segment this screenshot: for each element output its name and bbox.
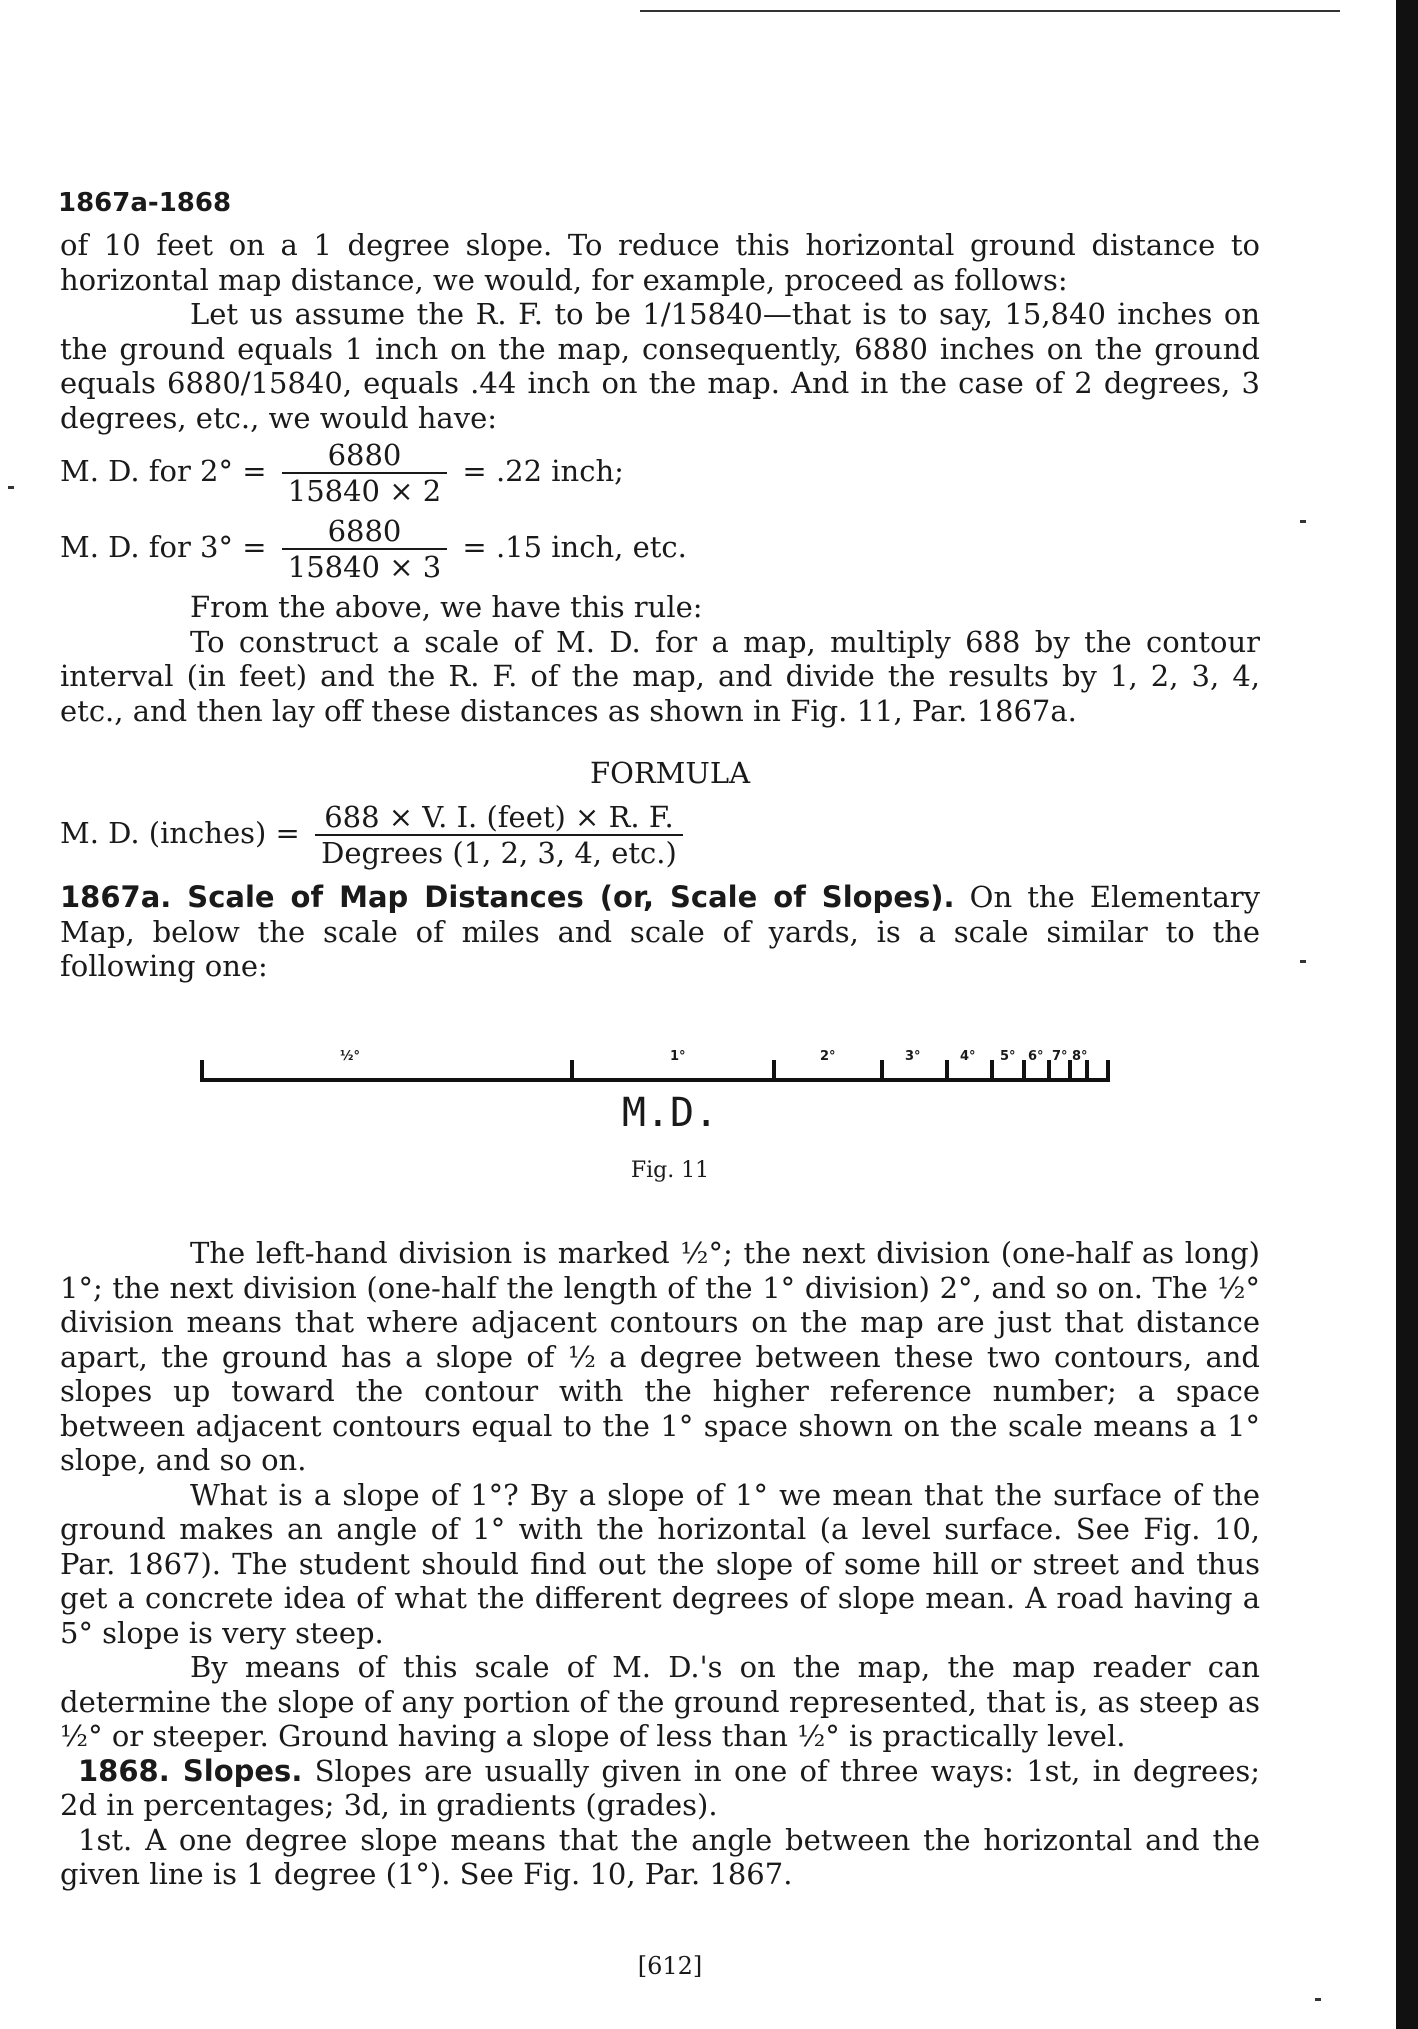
equation-3-degrees <box>60 514 687 584</box>
eq2-fraction <box>282 514 447 584</box>
margin-mark <box>8 486 14 489</box>
top-rule <box>640 10 1340 12</box>
section-1868-label: 1868. Slopes. <box>78 1753 303 1788</box>
scale-label-5: 5° <box>1000 1049 1016 1064</box>
figure-caption: Fig. 11 <box>630 1158 710 1183</box>
scale-tick <box>772 1060 776 1082</box>
formula-lhs: M. D. (inches) = <box>60 816 300 850</box>
eq2-lhs: M. D. for 3° = <box>60 530 267 564</box>
eq2-numerator: 6880 <box>327 514 402 548</box>
body-paragraph-2: What is a slope of 1°? By a slope of 1° we mean that the surface of the ground makes an angle of 1° with the horizontal (a level surface. See Fig. 10, Par. 1867). The student should find out the slope of some hill or street and thus get a concrete idea of what the different degrees of slope mean. A road having a 5° slope is very steep. <box>60 1477 1260 1650</box>
section-1868-text: Slopes are usually given in one of three ways: 1st, in degrees; 2d in percentages; 3d, in gradients (grades). <box>60 1753 1261 1822</box>
margin-mark <box>1300 520 1306 523</box>
scale-label-8: 8° <box>1072 1049 1088 1064</box>
margin-mark <box>1315 1998 1321 2001</box>
intro-text <box>60 228 1260 435</box>
scale-label-2: 2° <box>820 1049 836 1064</box>
intro-paragraph-2: Let us assume the R. F. to be 1/15840—that is to say, 15,840 inches on the ground equals 1 inch on the map, consequently, 6880 inches on the ground equals 6880/15840, equals .44 inch on the map. And in the case of 2 degrees, 3 degrees, etc., we would have: <box>60 297 1260 435</box>
scale-tick <box>945 1060 949 1082</box>
rule-text <box>60 590 1260 728</box>
scale-label-3: 3° <box>905 1049 921 1064</box>
eq1-numerator: 6880 <box>327 438 402 472</box>
scale-baseline <box>200 1078 1110 1082</box>
md-formula <box>60 800 689 870</box>
section-1867a-label: 1867a. Scale of Map Distances (or, Scale of Slopes). <box>60 880 955 914</box>
margin-mark <box>1300 960 1306 963</box>
rule-intro: From the above, we have this rule: <box>190 590 703 624</box>
section-1867a-text: On the Elementary Map, below the scale of miles and scale of yards, is a scale similar to the following one: <box>60 880 1261 983</box>
eq1-rhs: = .22 inch; <box>462 454 624 488</box>
body-paragraph-1: The left-hand division is marked ½°; the next division (one-half as long) 1°; the next division (one-half the length of the 1° division) 2°, and so on. The ½° division means that where adjacent contours on the map are just that distance apart, the ground has a slope of ½ a degree between these two contours, and slopes up toward the contour with the higher reference number; a space between adjacent contours equal to the 1° space shown on the scale means a 1° slope, and so on. <box>60 1236 1260 1477</box>
md-scale-title: M.D. <box>621 1090 719 1136</box>
section-1867a <box>60 880 1260 984</box>
scale-label-4: 4° <box>960 1049 976 1064</box>
scale-tick <box>1047 1060 1051 1082</box>
scale-label-1: 1° <box>670 1049 686 1064</box>
formula-denominator: Degrees (1, 2, 3, 4, etc.) <box>315 834 683 870</box>
intro-paragraph-1: of 10 feet on a 1 degree slope. To reduce this horizontal ground distance to horizontal map distance, we would, for example, proceed as follows: <box>60 228 1260 297</box>
first-method-text: A one degree slope means that the angle between the horizontal and the given line is 1 degree (1°). See Fig. 10, Par. 1867. <box>60 1822 1261 1891</box>
scale-tick <box>1022 1060 1026 1082</box>
binding-edge <box>1396 0 1418 2029</box>
body-paragraph-3: By means of this scale of M. D.'s on the map, the map reader can determine the slope of any portion of the ground represented, that is, as steep as ½° or steeper. Ground having a slope of less than ½° is practically level. <box>60 1650 1260 1753</box>
rule-paragraph: To construct a scale of M. D. for a map, multiply 688 by the contour interval (in feet) and the R. F. of the map, and divide the results by 1, 2, 3, 4, etc., and then lay off these distances as shown in Fig. 11, Par. 1867a. <box>60 624 1260 728</box>
formula-numerator: 688 × V. I. (feet) × R. F. <box>324 800 674 834</box>
scale-tick <box>990 1060 994 1082</box>
scale-label-7: 7° <box>1052 1049 1068 1064</box>
body-text <box>60 1236 1260 1892</box>
scale-tick <box>200 1060 204 1082</box>
scale-tick <box>880 1060 884 1082</box>
scale-tick <box>570 1060 574 1082</box>
scale-label-6: 6° <box>1028 1049 1044 1064</box>
scale-tick <box>1106 1060 1110 1082</box>
eq1-lhs: M. D. for 2° = <box>60 454 267 488</box>
page-range-header: 1867a-1868 <box>58 188 232 218</box>
first-method-label: 1st. <box>78 1822 133 1857</box>
page-number: [612] <box>637 1952 703 1980</box>
formula-fraction <box>315 800 683 870</box>
eq2-rhs: = .15 inch, etc. <box>462 530 687 564</box>
equation-2-degrees <box>60 438 624 508</box>
formula-title: FORMULA <box>589 756 751 790</box>
scale-label-half: ½° <box>340 1049 360 1064</box>
eq2-denominator: 15840 × 3 <box>282 548 447 584</box>
eq1-fraction <box>282 438 447 508</box>
eq1-denominator: 15840 × 2 <box>282 472 447 508</box>
md-scale-figure <box>200 1040 1110 1090</box>
